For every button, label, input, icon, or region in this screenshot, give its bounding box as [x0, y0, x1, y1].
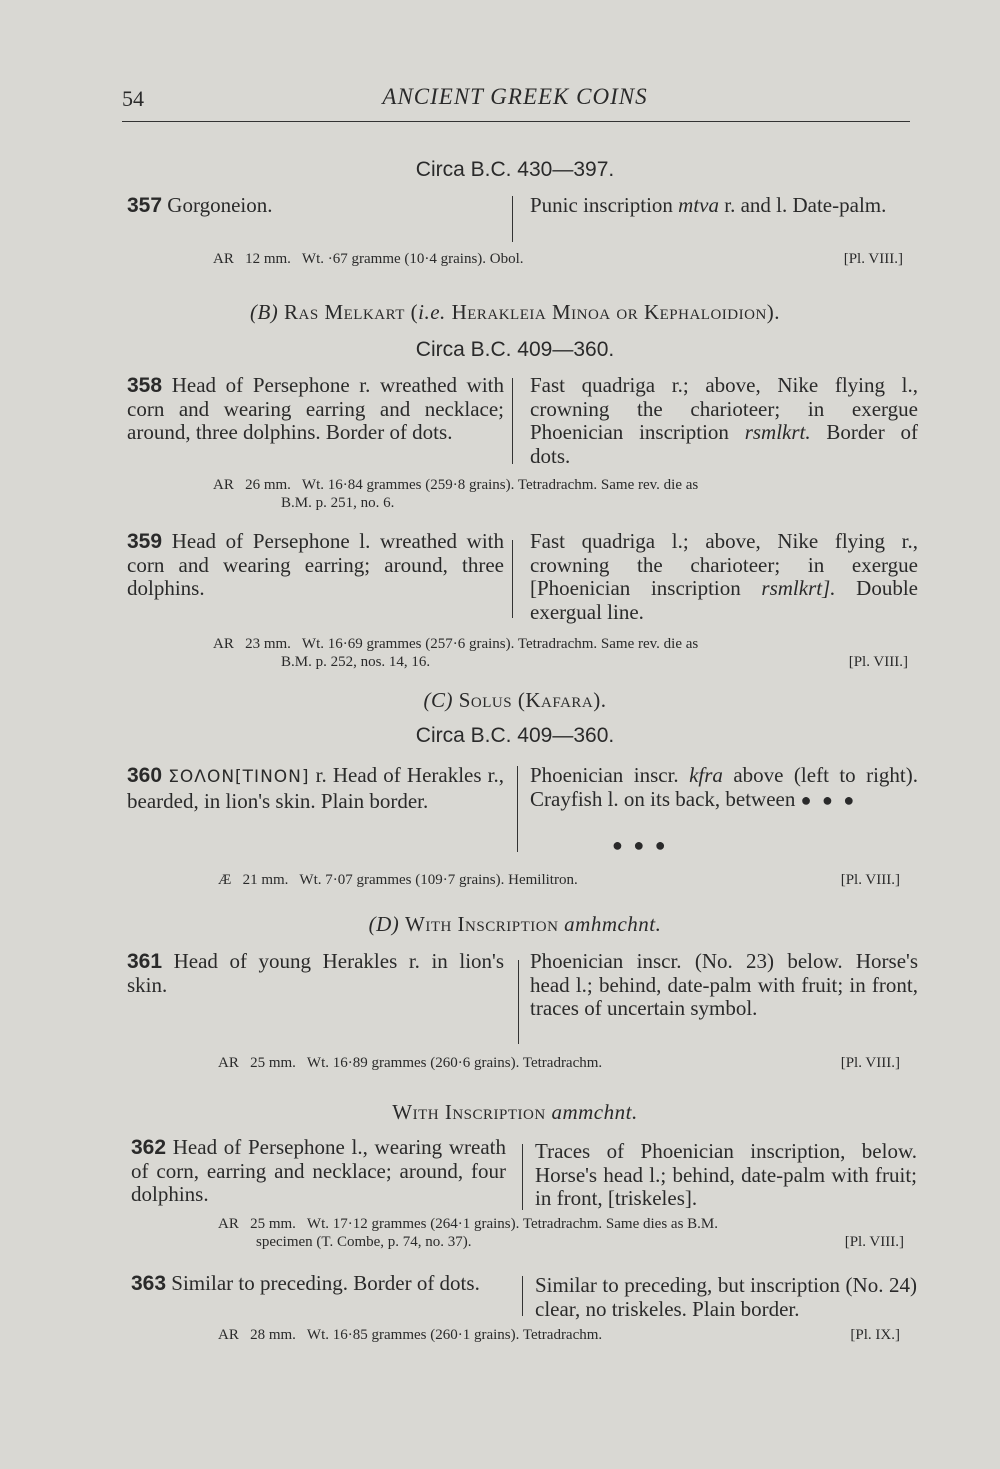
section-prefix: (B)	[249, 300, 279, 324]
plate-reference: [Pl. VIII.]	[844, 1234, 904, 1250]
reverse-text-cont: above (left to right). Crayfish l. on its back, between	[530, 763, 919, 811]
column-divider	[512, 378, 513, 464]
section-inscription: amhmchnt.	[564, 912, 662, 936]
obverse-text: r. Head of Herakles r., bearded, in lion's skin. Plain border.	[127, 763, 505, 813]
coin-358-metadata	[213, 476, 918, 512]
header-rule	[122, 121, 910, 122]
coin-size: 25 mm.	[250, 1055, 296, 1071]
coin-359-metadata	[213, 635, 918, 671]
plate-reference: [Pl. VIII.]	[840, 872, 900, 888]
coin-361-reverse: Phoenician inscr. (No. 23) below. Horse's head l.; behind, date-palm with fruit; in front, traces of uncertain symbol.	[530, 949, 918, 1020]
section-name: With Inscription	[405, 912, 559, 936]
section-heading-c	[0, 688, 1000, 713]
running-title: ANCIENT GREEK COINS	[382, 84, 648, 109]
reverse-text-cont: Border of dots.	[530, 420, 919, 468]
coin-357-obverse	[127, 194, 504, 218]
column-divider	[517, 766, 518, 852]
inscription: kfra	[689, 763, 723, 787]
metal-symbol: AR	[213, 477, 234, 493]
coin-358-reverse	[530, 374, 918, 468]
obverse-text: Head of Persephone l. wreathed with corn and wearing earring; around, three dolphins.	[127, 529, 505, 600]
coin-size: 25 mm.	[250, 1216, 296, 1232]
coin-359-obverse	[127, 530, 504, 601]
plate-reference: [Pl. VIII.]	[840, 1055, 900, 1071]
reverse-text-cont: Double exergual line.	[530, 576, 918, 624]
coin-362-obverse	[131, 1136, 506, 1207]
metal-symbol: AR	[213, 251, 234, 267]
coin-362-metadata	[218, 1215, 918, 1251]
coin-359-reverse	[530, 530, 918, 624]
coin-size: 26 mm.	[245, 477, 291, 493]
coin-360-reverse	[530, 764, 918, 812]
coin-361-obverse	[127, 950, 504, 997]
column-divider	[512, 196, 513, 242]
section-heading-d	[0, 912, 1000, 937]
coin-weight: Wt. 7·07 grammes (109·7 grains). Hemilitron.	[299, 872, 578, 888]
section-heading-e	[0, 1100, 1000, 1125]
coin-number: 358	[127, 374, 163, 397]
coin-weight: Wt. 16·69 grammes (257·6 grains). Tetradrachm. Same rev. die as	[301, 636, 699, 652]
obverse-text: Head of young Herakles r. in lion's skin.	[127, 949, 504, 997]
column-divider	[518, 960, 519, 1044]
reverse-text: Phoenician inscr.	[530, 763, 679, 787]
date-heading: Circa B.C. 409—360.	[415, 338, 615, 361]
coin-361-metadata	[218, 1054, 908, 1072]
coin-size: 21 mm.	[242, 872, 289, 888]
coin-weight: Wt. 16·89 grammes (260·6 grains). Tetradrachm.	[306, 1055, 603, 1071]
coin-reference: specimen (T. Combe, p. 74, no. 37).	[256, 1234, 472, 1250]
coin-size: 12 mm.	[245, 251, 291, 267]
page-number: 54	[122, 86, 144, 111]
section-rest: Herakleia Minoa or Kephaloidion).	[451, 300, 781, 324]
reverse-text: Fast quadriga r.; above, Nike flying l., crowning the charioteer; in exergue Phoenician inscription	[530, 373, 918, 444]
coin-reference: B.M. p. 251, no. 6.	[281, 495, 395, 511]
coin-360-obverse	[127, 764, 504, 813]
metal-symbol: AR	[218, 1216, 239, 1232]
reverse-text: Fast quadriga l.; above, Nike flying r., crowning the charioteer; in exergue [Phoenician inscription	[530, 529, 918, 600]
obverse-text: Head of Persephone l., wearing wreath of corn, earring and necklace; around, four dolphins.	[131, 1135, 507, 1206]
reverse-text: Punic inscription	[530, 193, 673, 217]
metal-symbol: Æ	[218, 872, 232, 888]
date-heading: Circa B.C. 409—360.	[415, 724, 615, 747]
obverse-text: Gorgoneion.	[167, 193, 273, 217]
inscription: rsmlkrt.	[744, 420, 811, 444]
plate-reference: [Pl. IX.]	[850, 1327, 900, 1343]
coin-number: 357	[127, 194, 163, 217]
section-name: Ras Melkart	[284, 300, 405, 324]
coin-363-metadata	[218, 1326, 908, 1344]
section-prefix: (C)	[423, 688, 453, 712]
coin-number: 362	[131, 1136, 167, 1159]
coin-size: 23 mm.	[245, 636, 291, 652]
column-divider	[512, 540, 513, 618]
coin-reference: B.M. p. 252, nos. 14, 16.	[281, 654, 431, 670]
coin-358-obverse	[127, 374, 504, 445]
coin-weight: Wt. 16·85 grammes (260·1 grains). Tetradrachm.	[306, 1327, 603, 1343]
metal-symbol: AR	[218, 1327, 239, 1343]
coin-weight: Wt. 16·84 grammes (259·8 grains). Tetradrachm. Same rev. die as	[301, 477, 699, 493]
column-divider	[522, 1144, 523, 1210]
coin-number: 359	[127, 530, 163, 553]
reverse-text-cont: r. and l. Date-palm.	[724, 193, 887, 217]
plate-reference: [Pl. VIII.]	[843, 251, 903, 267]
coin-weight: Wt. 17·12 grammes (264·1 grains). Tetradrachm. Same dies as B.M.	[306, 1216, 718, 1232]
coin-weight: Wt. ·67 gramme (10·4 grains). Obol.	[301, 251, 524, 267]
date-heading: Circa B.C. 430—397.	[415, 158, 615, 181]
coin-357-reverse	[530, 194, 918, 218]
section-ie: i.e.	[418, 300, 446, 324]
section-name: With Inscription	[392, 1100, 546, 1124]
coin-size: 28 mm.	[250, 1327, 296, 1343]
coin-360-metadata	[218, 871, 908, 889]
coin-number: 361	[127, 950, 163, 973]
section-prefix: (D)	[368, 912, 400, 936]
inscription: rsmlkrt].	[761, 576, 836, 600]
inscription: mtva	[678, 193, 719, 217]
metal-symbol: AR	[213, 636, 234, 652]
section-name: Solus (Kafara).	[458, 688, 607, 712]
coin-357-metadata	[213, 250, 913, 268]
obverse-text: Similar to preceding. Border of dots.	[171, 1271, 480, 1295]
coin-363-obverse	[131, 1272, 506, 1296]
greek-legend: ΣΟΛΟΝ[ΤΙΝΟΝ]	[168, 767, 310, 787]
coin-362-reverse: Traces of Phoenician inscription, below. Horse's head l.; behind, date-palm with fruit; in front, [triskeles].	[535, 1139, 917, 1210]
section-inscription: ammchnt.	[551, 1100, 638, 1124]
metal-symbol: AR	[218, 1055, 239, 1071]
plate-reference: [Pl. VIII.]	[848, 654, 908, 670]
section-heading-b: (B) Ras Melkart (i.e. Herakleia Minoa or Kephaloidion).	[249, 300, 781, 324]
coin-363-reverse: Similar to preceding, but inscription (No. 24) clear, no triskeles. Plain border.	[535, 1273, 917, 1321]
obverse-text: Head of Persephone r. wreathed with corn and wearing earring and necklace; around, three dolphins. Border of dots.	[127, 373, 505, 444]
coin-number: 360	[127, 764, 163, 787]
column-divider	[522, 1276, 523, 1316]
pellets-symbol: ● ● ●	[800, 789, 858, 810]
coin-number: 363	[131, 1272, 167, 1295]
pellets-symbol-row-2: ● ● ●	[612, 835, 669, 855]
